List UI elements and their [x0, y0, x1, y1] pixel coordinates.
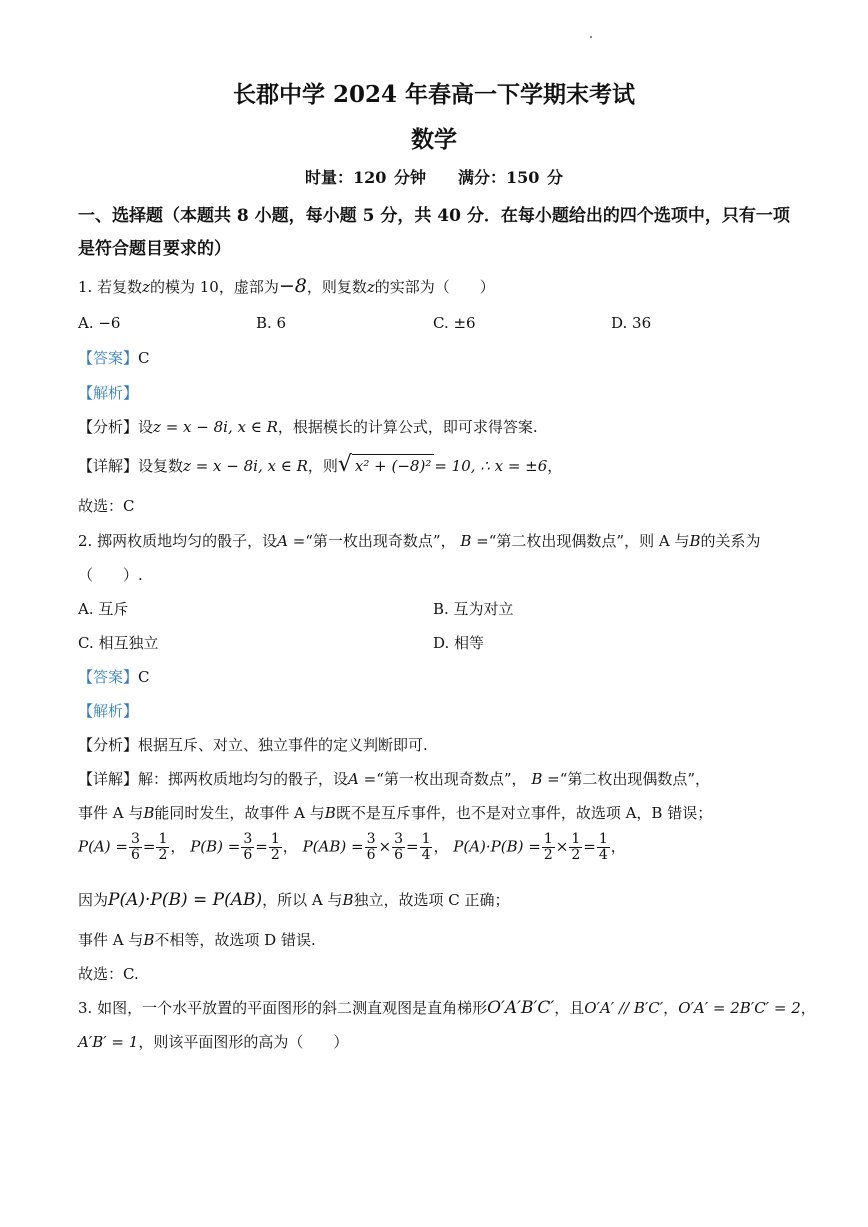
q2-choose: 故选：C. — [78, 965, 139, 983]
time-label: 时量：120 分钟 — [305, 168, 426, 187]
q1-fenxi: 【分析】设z = x − 8i, x ∈ R，根据模长的计算公式，即可求得答案. — [78, 418, 538, 436]
q2-stem-line2: （ ）. — [78, 566, 143, 584]
q1-choose: 故选：C — [78, 497, 135, 515]
q2-option-d: D. 相等 — [433, 634, 485, 652]
q1-xiangjie: 【详解】设复数z = x − 8i, x ∈ R，则√ x² + (−8)² = 10, ∴ x = ±6， — [78, 452, 563, 477]
q1-option-c: C. ±6 — [433, 314, 476, 332]
q3-stem: 3. 如图，一个水平放置的平面图形的斜二测直观图是直角梯形O′A′B′C′，且O′A′ // B′C′，O′A′ = 2B′C′ = 2， — [78, 998, 816, 1018]
q1-analysis-tag: 【解析】 — [78, 384, 139, 402]
q1-option-b: B. 6 — [256, 314, 287, 332]
page-title: 长郡中学 2024 年春高一下学期末考试 — [232, 81, 636, 108]
q1-answer: 【答案】C — [78, 349, 150, 367]
q1-stem: 1. 若复数z的模为 10，虚部为−8，则复数z的实部为（ ） — [78, 275, 495, 297]
sqrt-expression: x² + (−8)² — [352, 454, 434, 475]
q1-option-d: D. 36 — [611, 314, 652, 332]
exam-meta — [0, 165, 868, 188]
q2-option-c: C. 相互独立 — [78, 634, 159, 652]
q2-fenxi: 【分析】根据互斥、对立、独立事件的定义判断即可. — [78, 736, 428, 754]
q2-probabilities: P(A) = $\frac{3}{6}$ = $\frac{1}{2}$ ， P(B) = $\frac{3}{6}$ = $\frac{1}{2}$ ， P(AB) = $\frac{3}{6}$ × $\frac{3}{6}$ = $\frac{1}{4}$ ， P(A)·P(B) = $\frac{1}{2}$ × $\frac{1}{2}$ = $\frac{1}{4}$ ， — [78, 831, 626, 863]
q2-stem: 2. 掷两枚质地均匀的骰子，设A =“第一枚出现奇数点”， B =“第二枚出现偶数点”，则 A 与B的关系为 — [78, 532, 761, 550]
q3-stem-line2: A′B′ = 1，则该平面图形的高为（ ） — [78, 1033, 349, 1051]
q2-analysis-tag: 【解析】 — [78, 702, 139, 720]
q2-option-a: A. 互斥 — [78, 600, 129, 618]
score-label: 满分：150 分 — [458, 168, 563, 187]
section-heading-line2: 是符合题目要求的） — [78, 239, 231, 259]
section-heading-line1: 一、选择题（本题共 8 小题，每小题 5 分，共 40 分．在每小题给出的四个选项中，只有一项 — [78, 206, 790, 226]
subject-title: 数学 — [411, 126, 457, 153]
q2-line5: 事件 A 与B不相等，故选项 D 错误. — [78, 931, 316, 949]
scan-dot — [590, 36, 592, 38]
q2-option-b: B. 互为对立 — [433, 600, 514, 618]
q2-because: 因为P(A)·P(B) = P(AB)，所以 A 与B独立，故选项 C 正确； — [78, 890, 510, 910]
q2-line2: 事件 A 与B能同时发生，故事件 A 与B既不是互斥事件，也不是对立事件，故选项 A，B 错误； — [78, 804, 713, 822]
q2-answer: 【答案】C — [78, 668, 150, 686]
q1-option-a: A. −6 — [78, 314, 121, 332]
q2-xiangjie: 【详解】解：掷两枚质地均匀的骰子，设A =“第一枚出现奇数点”， B =“第二枚出现偶数点”， — [78, 770, 711, 788]
